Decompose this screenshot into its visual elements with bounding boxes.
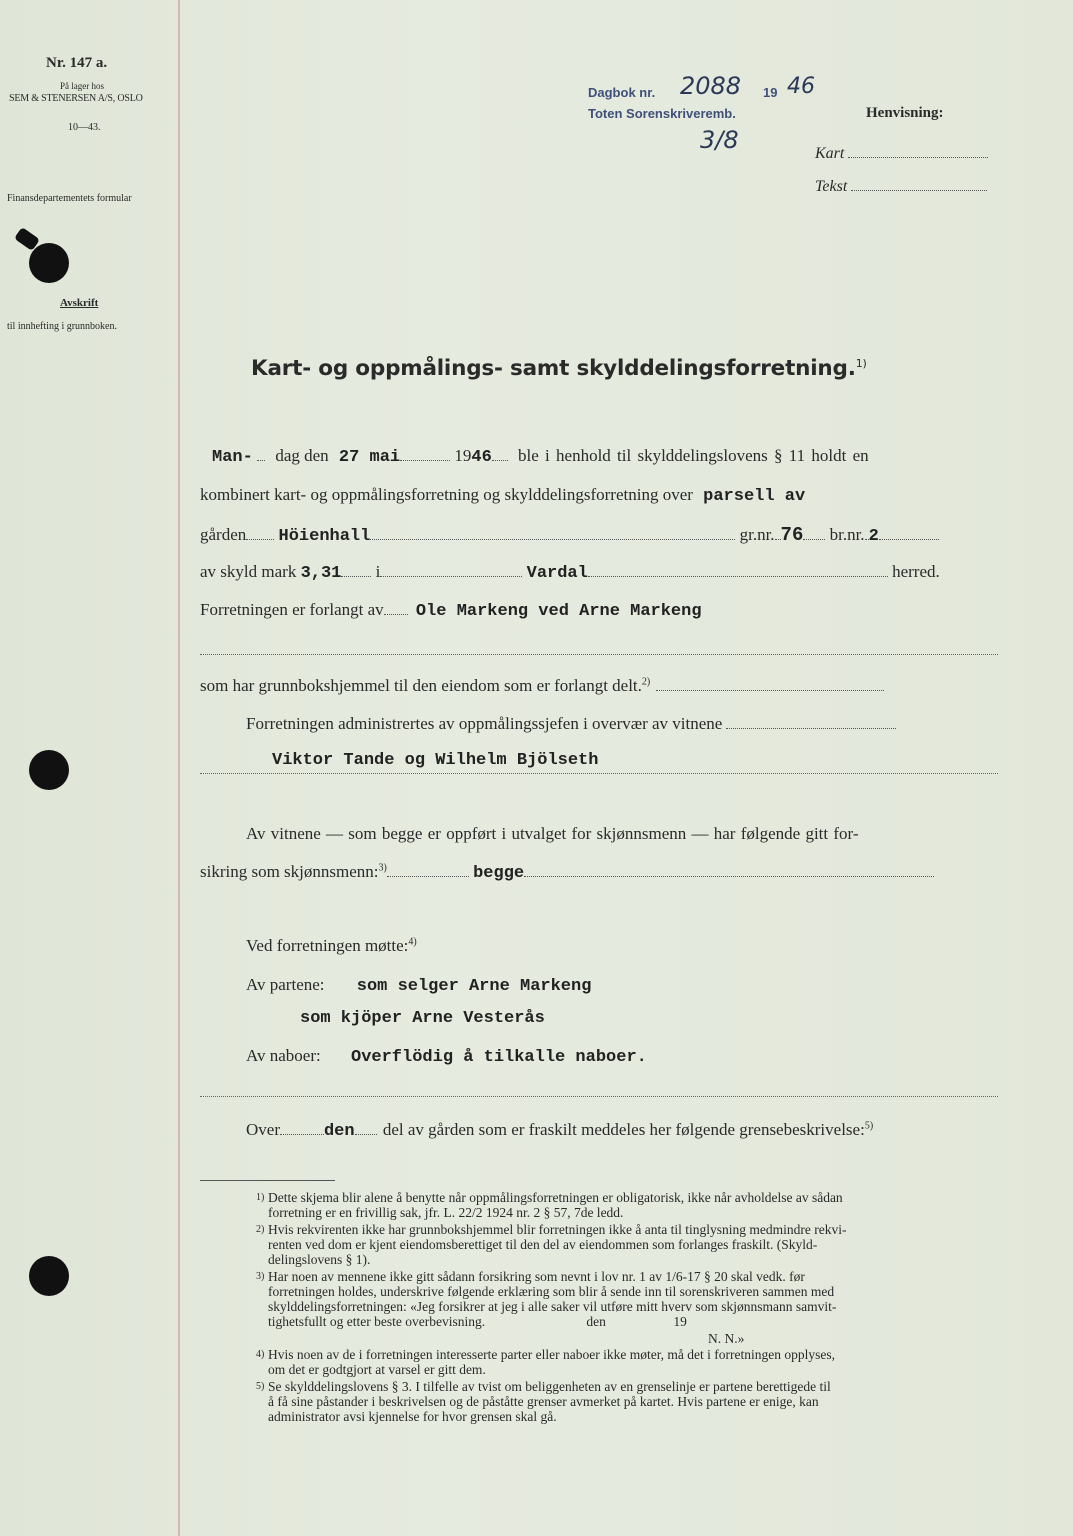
- reference-heading: Henvisning:: [866, 105, 944, 121]
- footnote-mark: 3): [256, 1271, 265, 1282]
- margin-rule: [178, 0, 180, 1536]
- footnote-line: administrator avsi kjennelse for hvor grensen skal gå.: [268, 1409, 557, 1424]
- journal-stamp: [588, 85, 655, 100]
- footnote-line: renten ved dom er kjent eiendomsberettiget til den del av eiendommen som forlanges fraskilt. (Skyld-: [268, 1237, 818, 1252]
- title-footnote-mark: 1): [855, 356, 867, 370]
- parties-value-2: som kjöper Arne Vesterås: [300, 1009, 545, 1028]
- footnote-mark: 5): [256, 1381, 265, 1392]
- line-witness-1: Av vitnene — som begge er oppført i utvalget for skjønnsmenn — har følgende gitt for-: [246, 824, 859, 843]
- footnote-line: å få sine påstander i beskrivelsen og de påståtte grenser avmerket på kartet. Hvis partene er enige, kan: [268, 1394, 819, 1409]
- footnote-line: om det er godtgjort at varsel er gitt dem.: [268, 1362, 486, 1377]
- blank-line: [200, 773, 998, 774]
- footnote-line: Dette skjema blir alene å benytte når oppmålingsforretningen er obligatorisk, ikke når avholdelse av sådan: [268, 1190, 843, 1205]
- line-combined: kombinert kart- og oppmålingsforretning og skylddelingsforretning over parsell av: [200, 485, 806, 506]
- line-over: Over den del av gården som er fraskilt meddeles her følgende grensebeskrivelse:$^{5)}$: [246, 1120, 874, 1141]
- line-farm: gården Höienhall gr.nr. 76 br.nr. 2: [200, 524, 1000, 546]
- footnote-line: Hvis noen av de i forretningen interesserte parter eller naboer ikke møter, må det i forretningen opplyses,: [268, 1347, 836, 1362]
- page-title: Kart- og oppmålings- samt skylddelingsforretning.$^{1)}$: [251, 356, 867, 381]
- line-date: Man- dag den 27 mai 1946 ble i henhold til skylddelingslovens § 11 holdt en: [212, 446, 869, 467]
- stamp-year-prefix: 19: [763, 85, 778, 100]
- line-requested: Forretningen er forlangt av Ole Markeng ved Arne Markeng: [200, 600, 702, 621]
- map-label: Kart: [815, 145, 988, 163]
- stamp-date: 3/8: [700, 126, 739, 154]
- publisher-line1: På lager hos: [60, 81, 104, 91]
- blank-line: [200, 1096, 998, 1097]
- punch-hole: [29, 1256, 69, 1296]
- footnote-line: forretning er en frivillig sak, jfr. L. 22/2 1924 nr. 2 § 57, 7de ledd.: [268, 1205, 624, 1220]
- line-parties: Av partene: som selger Arne Markeng: [246, 975, 592, 996]
- footnote-mark: 2): [256, 1224, 265, 1235]
- line-hjemmel: som har grunnbokshjemmel til den eiendom som er forlangt delt.$^{2)}$: [200, 676, 884, 696]
- punch-hole: [29, 750, 69, 790]
- witnesses-value: Viktor Tande og Wilhelm Bjölseth: [272, 751, 599, 770]
- footnote-line: Hvis rekvirenten ikke har grunnbokshjemmel blir forretningen ikke å anta til tinglysning medmindre rekvi-: [268, 1222, 847, 1237]
- stamp-office: Toten Sorenskriveremb.: [588, 106, 736, 121]
- footnote-line: Har noen av mennene ikke gitt sådann forsikring som nevnt i lov nr. 1 av 1/6-17 § 20 skal vedk. før: [268, 1269, 805, 1284]
- journal-number: 2088: [680, 72, 742, 100]
- stamp-label: Dagbok nr.: [588, 85, 656, 100]
- footnote-mark: 4): [256, 1349, 265, 1360]
- footnote-separator: [200, 1180, 335, 1181]
- line-witness-2: sikring som skjønnsmenn:$^{3)}$ begge: [200, 862, 934, 883]
- ministry-line: Finansdepartementets formular: [7, 193, 132, 204]
- footnote-mark: 1): [256, 1192, 265, 1203]
- form-number: Nr. 147 a.: [46, 55, 108, 71]
- blank-line: [200, 654, 998, 655]
- line-admin: Forretningen administrertes av oppmålingssjefen i overvær av vitnene: [246, 714, 896, 734]
- footnote-line: N. N.»: [708, 1331, 745, 1346]
- copy-note: til innhefting i grunnboken.: [7, 321, 117, 332]
- footnote-line: Se skylddelingslovens § 3. I tilfelle av tvist om beliggenheten av en grenselinje er partene berettigede til: [268, 1379, 831, 1394]
- punch-hole: [29, 243, 69, 283]
- footnote-line: tighetsfullt og etter beste overbevisning. den 19: [268, 1314, 687, 1329]
- stamp-year: 46: [787, 74, 815, 99]
- footnote-line: delingslovens § 1).: [268, 1252, 371, 1267]
- text-label: Tekst: [815, 178, 987, 196]
- publisher-line2: SEM & STENERSEN A/S, OSLO: [9, 93, 143, 104]
- edition: 10—43.: [68, 122, 101, 133]
- copy-label: Avskrift: [60, 297, 99, 309]
- footnote-line: skylddelingsforretningen: «Jeg forsikrer at jeg i alle saker vil utføre mitt hverv som skjønnsmann samvit-: [268, 1299, 837, 1314]
- line-neighbours: Av naboer: Overflödig å tilkalle naboer.: [246, 1046, 647, 1067]
- line-meeting: Ved forretningen møtte:$^{4)}$: [246, 936, 417, 955]
- footnote-line: forretningen holdes, underskrive følgende erklæring som blir å sende inn til sorenskriveren sammen med: [268, 1284, 835, 1299]
- line-skyld: av skyld mark 3,31 i Vardal herred.: [200, 562, 940, 583]
